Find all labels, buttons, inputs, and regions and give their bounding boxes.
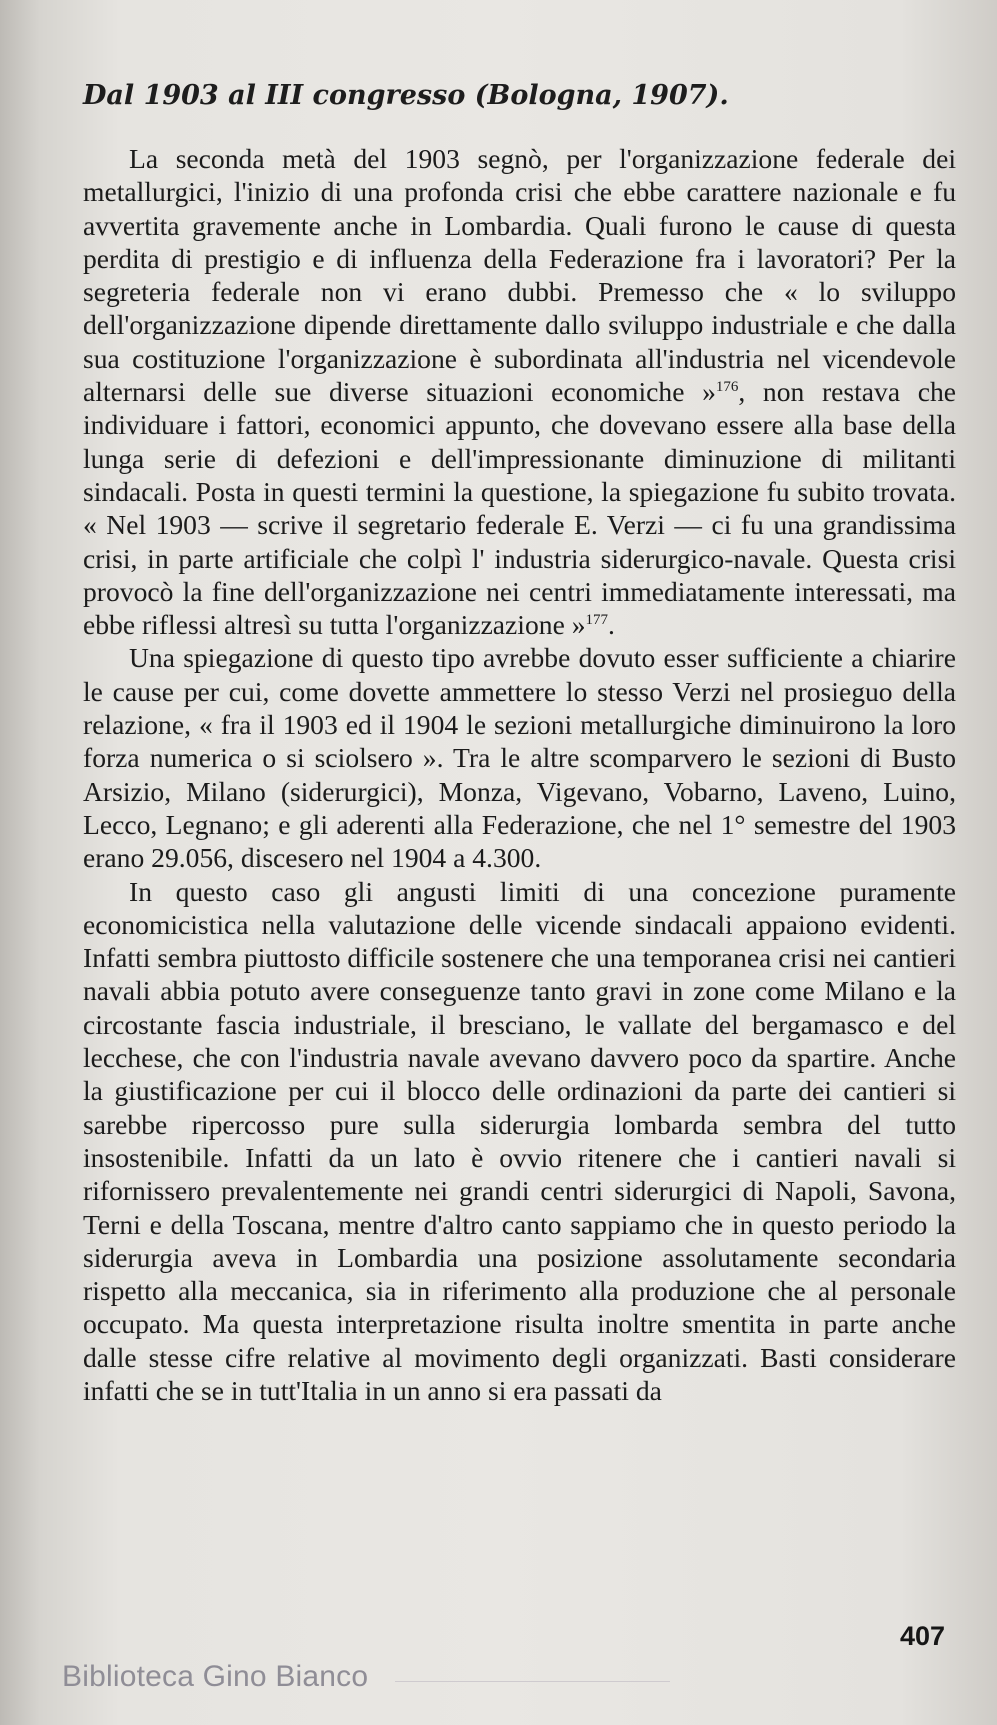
chapter-heading: Dal 1903 al III congresso (Bologna, 1907). — [83, 80, 729, 111]
body-text — [83, 142, 956, 1407]
footnote-ref-176: 176 — [715, 378, 739, 395]
paragraph-3: In questo caso gli angusti limiti di una concezione puramente economicistica nella valutazione delle vicende sindacali appaiono evidenti. Infatti sembra piuttosto difficile sostenere che una temporanea crisi nei cantieri navali abbia potuto avere conseguenze tanto gravi in zone come Milano e la circostante fascia industriale, il bresciano, le vallate del bergamasco e del lecchese, che con l'industria navale avevano davvero poco da spartire. Anche la giustificazione per cui il blocco delle ordinazioni da parte dei cantieri si sarebbe ripercosso pure sulla siderurgia lombarda sembra del tutto insostenibile. Infatti da un lato è ovvio ritenere che i cantieri navali si rifornissero prevalentemente nei grandi centri siderurgici di Napoli, Savona, Terni e della Toscana, mentre d'altro canto sappiamo che in questo periodo la siderurgia aveva in Lombardia una posizione assolutamente secondaria rispetto alla meccanica, sia in riferimento alla produzione che al personale occupato. Ma questa interpretazione risulta inoltre smentita in parte anche dalle stesse cifre relative al movimento degli organizzati. Basti considerare infatti che se in tutt'Italia in un anno si era passati da — [83, 875, 956, 1406]
paragraph-1-text-c: . — [608, 609, 615, 641]
paragraph-1-text-a: La seconda metà del 1903 segnò, per l'organizzazione federale dei metallurgici, l'inizio di una profonda crisi che ebbe carattere nazionale e fu avvertita gravemente anche in Lombardia. Quali furono le cause di questa perdita di prestigio e di influenza della Federazione fra i lavoratori? Per la segreteria federale non vi erano dubbi. Premesso che « lo sviluppo dell'organizzazione dipende direttamente dallo sviluppo industriale e che dalla sua costituzione l'organizzazione è subordinata all'industria nel vicendevole alternarsi delle sue diverse situazioni economiche » — [83, 143, 956, 408]
library-watermark: Biblioteca Gino Bianco — [62, 1660, 369, 1693]
paragraph-1-text-b: , non restava che individuare i fattori, economici appunto, che dovevano essere alla base della lunga serie di defezioni e dell'impressionante diminuzione di militanti sindacali. Posta in questi termini la questione, la spiegazione fu subito trovata. « Nel 1903 — scrive il segretario federale E. Verzi — ci fu una grandissima crisi, in parte artificiale che colpì l' industria siderurgico-navale. Questa crisi provocò la fine dell'organizzazione nei centri immediatamente interessati, ma ebbe riflessi altresì su tutta l'organizzazione » — [83, 376, 956, 641]
paragraph-2: Una spiegazione di questo tipo avrebbe dovuto esser sufficiente a chiarire le cause per cui, come dovette ammettere lo stesso Verzi nel prosieguo della relazione, « fra il 1903 ed il 1904 le sezioni metallurgiche diminuirono la loro forza numerica o si sciolsero ». Tra le altre scomparvero le sezioni di Busto Arsizio, Milano (siderurgici), Monza, Vigevano, Vobarno, Laveno, Luino, Lecco, Legnano; e gli aderenti alla Federazione, che nel 1° semestre del 1903 erano 29.056, discesero nel 1904 a 4.300. — [83, 642, 956, 874]
watermark-rule — [395, 1681, 670, 1682]
footnote-ref-177: 177 — [585, 611, 609, 628]
page-number: 407 — [900, 1621, 946, 1651]
paragraph-1 — [83, 142, 956, 641]
